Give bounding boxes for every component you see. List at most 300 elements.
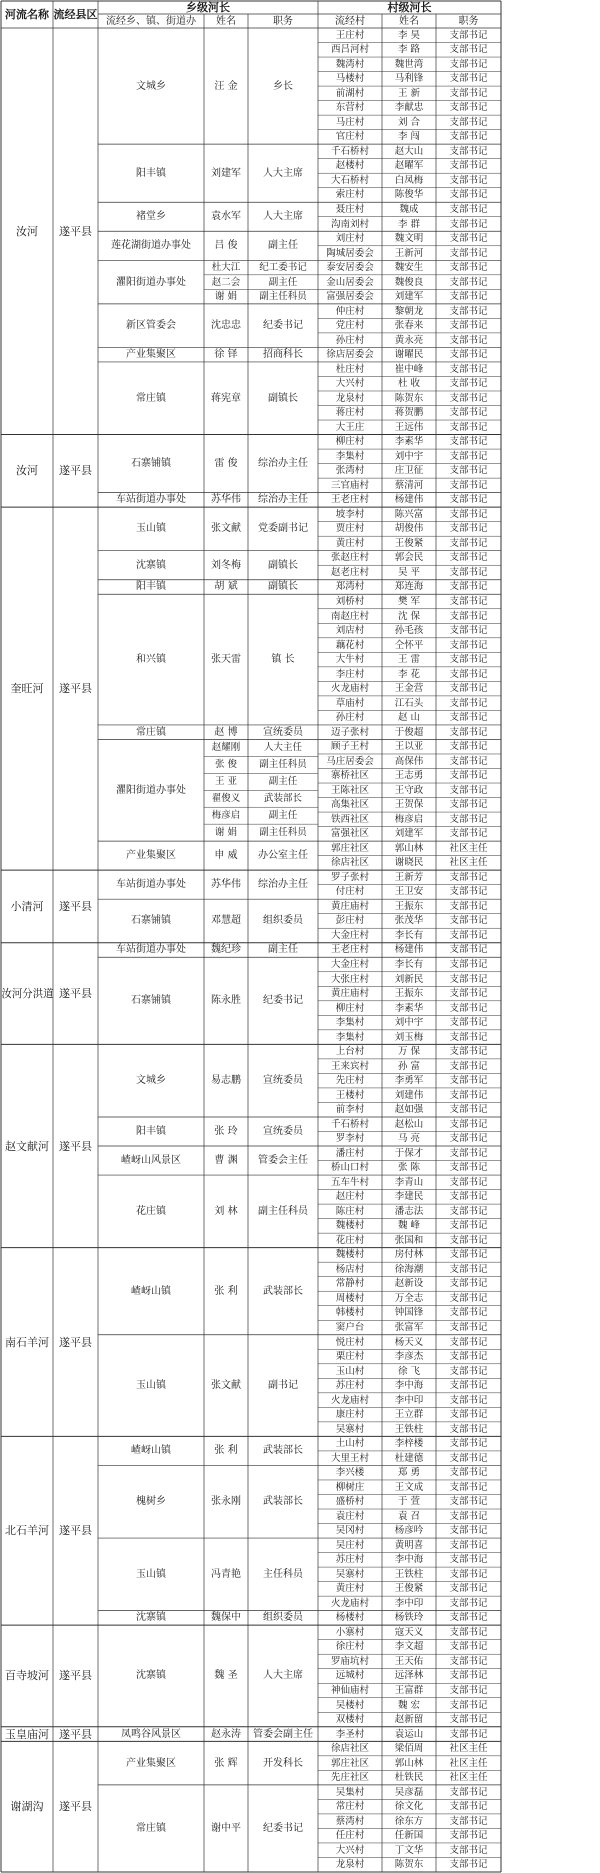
village-chief-name: 孙毛孩 xyxy=(394,625,424,637)
village-name: 双楼村 xyxy=(335,1714,365,1726)
village-chief-name: 马利锋 xyxy=(394,73,424,85)
village-chief-name: 徐文化 xyxy=(394,1801,424,1813)
village-chief-position: 支部书记 xyxy=(449,1176,488,1188)
village-name: 火龙庙村 xyxy=(330,683,369,695)
township-chief-name: 蒋宪章 xyxy=(211,392,241,404)
township-chief-position: 管委会副主任 xyxy=(253,1728,313,1740)
village-chief-position: 支部书记 xyxy=(449,654,488,666)
township-unit: 产业集聚区 xyxy=(126,1757,176,1769)
village-name: 张湾村 xyxy=(335,465,365,477)
township-chief-position: 管委会主任 xyxy=(258,1155,308,1167)
village-name: 刘庄村 xyxy=(335,233,365,245)
village-name: 彭庄村 xyxy=(335,915,365,927)
village-chief-position: 支部书记 xyxy=(449,1278,488,1290)
township-chief-position: 纪委书记 xyxy=(263,1822,303,1834)
township-chief-position: 人大主席 xyxy=(263,167,303,179)
township-chief-position: 武装部长 xyxy=(263,1285,303,1297)
village-name: 刘店村 xyxy=(335,625,365,637)
township-chief-position: 纪工委书记 xyxy=(259,262,307,274)
village-chief-name: 万全志 xyxy=(394,1292,424,1304)
village-chief-position: 支部书记 xyxy=(449,450,488,462)
village-chief-name: 魏世湾 xyxy=(394,58,424,70)
township-unit: 新区管委会 xyxy=(126,320,176,332)
village-name: 盛桥村 xyxy=(335,1496,365,1508)
village-chief-position: 支部书记 xyxy=(449,1104,488,1116)
village-chief-position: 社区主任 xyxy=(449,1743,488,1755)
township-unit: 玉山镇 xyxy=(136,523,166,535)
village-name: 寨桥社区 xyxy=(330,770,369,782)
village-chief-name: 王 雷 xyxy=(397,654,421,666)
village-chief-name: 李中海 xyxy=(394,1554,424,1566)
village-chief-position: 支部书记 xyxy=(449,1655,488,1667)
village-chief-name: 马 亮 xyxy=(397,1133,421,1145)
village-name: 南赵庄村 xyxy=(330,610,369,622)
village-name: 吴楼村 xyxy=(335,1699,365,1711)
village-chief-position: 支部书记 xyxy=(449,1017,488,1029)
village-chief-position: 支部书记 xyxy=(449,1699,488,1711)
village-chief-position: 支部书记 xyxy=(449,915,488,927)
village-name: 孙庄村 xyxy=(335,712,365,724)
village-name: 仲庄村 xyxy=(335,305,365,317)
village-chief-name: 魏安生 xyxy=(394,262,424,274)
village-name: 柳庄村 xyxy=(335,436,365,448)
village-chief-position: 支部书记 xyxy=(449,1728,488,1740)
village-name: 小寨村 xyxy=(335,1626,365,1638)
township-chief-position: 办公室主任 xyxy=(258,850,308,862)
village-chief-name: 王守政 xyxy=(394,784,424,796)
township-chief-name: 张天雷 xyxy=(211,654,241,666)
village-chief-position: 支部书记 xyxy=(449,1844,488,1856)
village-chief-position: 支部书记 xyxy=(449,1438,488,1450)
township-chief-name: 陈永胜 xyxy=(211,995,241,1007)
village-chief-position: 支部书记 xyxy=(449,160,488,172)
village-name: 赵楼村 xyxy=(335,160,365,172)
village-chief-position: 支部书记 xyxy=(449,189,488,201)
village-chief-position: 支部书记 xyxy=(449,799,488,811)
village-chief-position: 支部书记 xyxy=(449,1481,488,1493)
township-unit: 石寨铺镇 xyxy=(131,995,171,1007)
village-name: 陶城居委会 xyxy=(326,247,374,259)
village-chief-name: 蔡清河 xyxy=(394,479,424,491)
village-chief-name: 张春来 xyxy=(394,320,424,332)
village-chief-position: 支部书记 xyxy=(449,944,488,956)
township-chief-position: 开发科长 xyxy=(263,1757,303,1769)
county-name: 遂平县 xyxy=(59,987,92,1001)
header-village: 流经村 xyxy=(335,15,365,27)
village-name: 大金庄村 xyxy=(330,929,369,941)
township-unit: 嵖岈山风景区 xyxy=(121,1155,181,1167)
village-chief-name: 王卫安 xyxy=(394,886,424,898)
township-chief-name: 曹 渊 xyxy=(214,1155,238,1167)
township-unit: 褚堂乡 xyxy=(136,211,166,223)
village-name: 王老庄村 xyxy=(330,494,369,506)
village-chief-position: 支部书记 xyxy=(449,1249,488,1261)
village-chief-position: 支部书记 xyxy=(449,436,488,448)
village-chief-name: 赵大山 xyxy=(394,145,424,157)
village-chief-position: 支部书记 xyxy=(449,1307,488,1319)
village-chief-name: 郭山林 xyxy=(394,842,424,854)
township-chief-position: 组织委员 xyxy=(263,915,303,927)
township-chief-name: 沈忠忠 xyxy=(211,320,241,332)
village-chief-name: 王远伟 xyxy=(394,421,424,433)
township-chief-name: 张永刚 xyxy=(211,1496,241,1508)
township-unit: 和兴镇 xyxy=(136,654,166,666)
village-name: 火龙庙村 xyxy=(330,1597,369,1609)
village-name: 常庄村 xyxy=(335,1801,365,1813)
village-chief-position: 支部书记 xyxy=(449,566,488,578)
village-name: 前李村 xyxy=(335,1104,365,1116)
village-chief-position: 支部书记 xyxy=(449,291,488,303)
village-name: 郑湾村 xyxy=(335,581,365,593)
village-chief-position: 支部书记 xyxy=(449,1205,488,1217)
header-village-name: 姓名 xyxy=(399,15,419,27)
village-name: 富强社区 xyxy=(330,828,369,840)
river-name: 北石羊河 xyxy=(5,1524,49,1538)
village-chief-name: 李 路 xyxy=(397,44,421,56)
village-chief-name: 徐 飞 xyxy=(397,1365,421,1377)
village-chief-position: 支部书记 xyxy=(449,1467,488,1479)
village-name: 陈庄村 xyxy=(335,1205,365,1217)
village-chief-position: 支部书记 xyxy=(449,1292,488,1304)
village-chief-name: 刘中宇 xyxy=(394,450,424,462)
village-name: 草庙村 xyxy=(335,697,365,709)
village-name: 周楼村 xyxy=(335,1292,365,1304)
county-name: 遂平县 xyxy=(59,1524,92,1538)
village-chief-name: 李长有 xyxy=(394,929,424,941)
township-chief-position: 主任科员 xyxy=(263,1568,303,1580)
village-chief-position: 支部书记 xyxy=(449,1714,488,1726)
village-name: 龙泉村 xyxy=(335,392,365,404)
township-unit: 凤鸣谷风景区 xyxy=(121,1728,181,1740)
township-chief-position: 党委副书记 xyxy=(258,523,308,535)
village-chief-name: 杜铁民 xyxy=(394,1772,424,1784)
village-chief-position: 支部书记 xyxy=(449,639,488,651)
village-name: 杨店村 xyxy=(335,1263,365,1275)
village-name: 王来宾村 xyxy=(330,1060,369,1072)
village-chief-position: 支部书记 xyxy=(449,1133,488,1145)
village-name: 吴庄村 xyxy=(335,1539,365,1551)
village-name: 黄庄村 xyxy=(335,1583,365,1595)
village-name: 李兴楼 xyxy=(335,1467,365,1479)
township-chief-position: 人大主席 xyxy=(263,211,303,223)
village-chief-position: 支部书记 xyxy=(449,712,488,724)
village-chief-position: 支部书记 xyxy=(449,1263,488,1275)
village-chief-position: 支部书记 xyxy=(449,726,488,738)
village-name: 千石桥村 xyxy=(330,1118,369,1130)
village-name: 杜庄村 xyxy=(335,363,365,375)
village-name: 迈子张村 xyxy=(330,726,369,738)
county-name: 遂平县 xyxy=(59,224,92,238)
village-chief-position: 支部书记 xyxy=(449,625,488,637)
village-chief-position: 支部书记 xyxy=(449,1801,488,1813)
village-chief-name: 郑连海 xyxy=(394,581,424,593)
village-chief-position: 支部书记 xyxy=(449,1046,488,1058)
township-chief-position: 人大主任 xyxy=(263,742,302,754)
township-chief-position: 副主任 xyxy=(268,944,298,956)
village-chief-name: 王以亚 xyxy=(394,741,424,753)
township-unit: 常庄镇 xyxy=(136,392,166,404)
township-chief-position: 镇 长 xyxy=(271,654,295,666)
county-name: 遂平县 xyxy=(59,464,92,478)
village-chief-position: 支部书记 xyxy=(449,596,488,608)
county-name: 遂平县 xyxy=(59,1800,92,1814)
river-name: 汝河 xyxy=(16,464,38,478)
township-chief-position: 副镇长 xyxy=(268,559,298,571)
village-chief-position: 支部书记 xyxy=(449,668,488,680)
village-name: 黄庄庙村 xyxy=(330,900,369,912)
village-chief-position: 支部书记 xyxy=(449,233,488,245)
township-chief-position: 宣统委员 xyxy=(263,1125,303,1137)
township-chief-name: 翟俊义 xyxy=(211,793,241,805)
village-chief-position: 支部书记 xyxy=(449,247,488,259)
village-chief-position: 支部书记 xyxy=(449,1031,488,1043)
township-unit: 车站街道办事处 xyxy=(116,879,186,891)
village-name: 李圣村 xyxy=(335,1728,365,1740)
township-chief-position: 综治办主任 xyxy=(258,494,308,506)
village-name: 罗李村 xyxy=(335,1133,365,1145)
township-chief-name: 赵耀刚 xyxy=(211,742,241,754)
village-chief-name: 李勇军 xyxy=(394,1075,424,1087)
village-chief-name: 孙 富 xyxy=(397,1060,421,1072)
county-name: 遂平县 xyxy=(59,682,92,696)
village-name: 康庄村 xyxy=(335,1409,365,1421)
village-chief-name: 李梓楼 xyxy=(394,1438,424,1450)
village-chief-position: 支部书记 xyxy=(449,378,488,390)
township-chief-name: 易志鹏 xyxy=(211,1075,241,1087)
village-name: 李庄村 xyxy=(335,668,365,680)
village-chief-name: 于保才 xyxy=(394,1147,424,1159)
village-chief-position: 支部书记 xyxy=(449,44,488,56)
village-chief-position: 支部书记 xyxy=(449,683,488,695)
township-chief-position: 副主任 xyxy=(268,776,298,788)
village-chief-name: 梅彦启 xyxy=(394,813,424,825)
village-chief-position: 支部书记 xyxy=(449,900,488,912)
village-chief-name: 李素华 xyxy=(394,1002,424,1014)
village-chief-position: 支部书记 xyxy=(449,610,488,622)
village-chief-position: 支部书记 xyxy=(449,1147,488,1159)
township-chief-position: 组织委员 xyxy=(263,1612,303,1624)
village-chief-position: 支部书记 xyxy=(449,465,488,477)
township-chief-name: 赵二会 xyxy=(211,276,241,288)
village-chief-name: 仝怀平 xyxy=(394,639,424,651)
village-name: 王陈社区 xyxy=(330,784,369,796)
village-name: 马楼村 xyxy=(335,73,365,85)
village-chief-name: 丁文华 xyxy=(394,1844,424,1856)
village-chief-position: 支部书记 xyxy=(449,1365,488,1377)
township-unit: 玉山镇 xyxy=(136,1380,166,1392)
village-chief-name: 李 花 xyxy=(397,668,421,680)
village-chief-name: 李 昊 xyxy=(397,29,421,41)
village-name: 金山居委会 xyxy=(326,276,374,288)
village-name: 李集村 xyxy=(335,1017,365,1029)
river-name: 赵文献河 xyxy=(5,1139,49,1153)
village-chief-name: 黄永亮 xyxy=(394,334,424,346)
village-name: 魏楼村 xyxy=(335,1249,365,1261)
village-chief-name: 白凤梅 xyxy=(394,174,424,186)
village-name: 西吕河村 xyxy=(330,44,369,56)
village-chief-name: 远泽林 xyxy=(394,1670,424,1682)
village-chief-name: 张茂华 xyxy=(394,915,424,927)
village-chief-position: 支部书记 xyxy=(449,581,488,593)
township-chief-position: 综治办主任 xyxy=(258,458,308,470)
village-chief-name: 王贺保 xyxy=(394,799,424,811)
township-unit: 阳丰镇 xyxy=(136,1125,166,1137)
township-chief-name: 汪 金 xyxy=(214,80,238,92)
header-village-position: 职务 xyxy=(458,15,479,27)
village-chief-position: 支部书记 xyxy=(449,494,488,506)
village-name: 吴寨村 xyxy=(335,1568,365,1580)
village-chief-name: 赵 山 xyxy=(397,712,421,724)
village-name: 王楼村 xyxy=(335,1089,365,1101)
village-chief-position: 支部书记 xyxy=(449,1351,488,1363)
township-chief-name: 冯青艳 xyxy=(211,1568,241,1580)
village-chief-name: 刘新民 xyxy=(394,973,424,985)
township-chief-name: 苏华伟 xyxy=(211,879,241,891)
township-unit: 沈寨镇 xyxy=(136,559,166,571)
village-name: 聂庄村 xyxy=(335,203,365,215)
village-chief-name: 吴 平 xyxy=(397,566,421,578)
village-chief-position: 支部书记 xyxy=(449,697,488,709)
village-name: 蒋庄村 xyxy=(335,407,365,419)
village-chief-position: 支部书记 xyxy=(449,276,488,288)
township-chief-position: 乡长 xyxy=(273,80,293,92)
village-chief-position: 支部书记 xyxy=(449,1684,488,1696)
village-chief-name: 崔中峰 xyxy=(394,363,424,375)
village-chief-name: 庄卫征 xyxy=(394,465,424,477)
village-name: 吴寨村 xyxy=(335,1423,365,1435)
village-chief-position: 支部书记 xyxy=(449,784,488,796)
village-chief-name: 李文超 xyxy=(394,1641,424,1653)
township-unit: 灈阳街道办事处 xyxy=(116,784,186,796)
header-township-name: 姓名 xyxy=(216,15,236,27)
village-name: 魏湾村 xyxy=(335,58,365,70)
village-chief-name: 李 群 xyxy=(397,218,421,230)
header-township-position: 职务 xyxy=(273,15,293,27)
village-name: 三官庙村 xyxy=(330,479,369,491)
village-chief-position: 支部书记 xyxy=(449,1568,488,1580)
village-name: 先庄村 xyxy=(335,1075,365,1087)
village-name: 苏庄村 xyxy=(335,1380,365,1392)
township-chief-position: 宣统委员 xyxy=(263,1075,303,1087)
township-unit: 沈寨镇 xyxy=(136,1612,166,1624)
village-chief-name: 魏成 xyxy=(399,203,419,215)
village-chief-name: 王 新 xyxy=(397,87,421,99)
village-name: 徐庄村 xyxy=(335,1641,365,1653)
village-chief-position: 支部书记 xyxy=(449,334,488,346)
village-name: 苏庄村 xyxy=(335,1554,365,1566)
township-chief-name: 谢 娟 xyxy=(214,827,238,839)
village-chief-name: 杜 收 xyxy=(397,378,421,390)
village-name: 李集村 xyxy=(335,1031,365,1043)
township-chief-name: 梅彦启 xyxy=(211,810,241,822)
village-chief-position: 支部书记 xyxy=(449,1336,488,1348)
village-chief-name: 李建民 xyxy=(394,1191,424,1203)
header-township-chief: 乡级河长 xyxy=(186,1,230,14)
village-chief-name: 杨建伟 xyxy=(394,494,424,506)
village-name: 郭庄社区 xyxy=(330,842,369,854)
village-name: 常静村 xyxy=(335,1278,365,1290)
village-chief-position: 支部书记 xyxy=(449,813,488,825)
township-chief-name: 刘 林 xyxy=(214,1205,238,1217)
village-chief-position: 支部书记 xyxy=(449,102,488,114)
village-chief-position: 支部书记 xyxy=(449,174,488,186)
village-chief-position: 支部书记 xyxy=(449,218,488,230)
village-chief-name: 杨彦吟 xyxy=(394,1525,424,1537)
township-chief-position: 纪委书记 xyxy=(263,320,303,332)
village-name: 柳庄村 xyxy=(335,1002,365,1014)
township-unit: 文城乡 xyxy=(136,1075,166,1087)
village-name: 徐店社区 xyxy=(330,857,369,869)
village-chief-name: 刘建军 xyxy=(394,291,424,303)
village-chief-position: 支部书记 xyxy=(449,1002,488,1014)
village-name: 先庄社区 xyxy=(330,1772,369,1784)
river-name: 小清河 xyxy=(10,899,44,913)
village-name: 韩楼村 xyxy=(335,1307,365,1319)
village-name: 张赵庄村 xyxy=(330,552,369,564)
village-chief-position: 支部书记 xyxy=(449,421,488,433)
village-chief-position: 支部书记 xyxy=(449,116,488,128)
village-name: 赵老庄村 xyxy=(330,566,369,578)
village-chief-position: 社区主任 xyxy=(449,1772,488,1784)
township-unit: 常庄镇 xyxy=(136,1822,166,1834)
village-chief-name: 王俊紧 xyxy=(394,537,424,549)
village-chief-name: 杨建伟 xyxy=(394,944,424,956)
village-chief-position: 支部书记 xyxy=(449,523,488,535)
village-chief-name: 袁 召 xyxy=(397,1510,421,1522)
township-unit: 阳丰镇 xyxy=(136,581,166,593)
village-chief-name: 王天佑 xyxy=(394,1655,424,1667)
township-chief-position: 武装部长 xyxy=(263,1445,303,1457)
village-chief-position: 支部书记 xyxy=(449,392,488,404)
village-chief-name: 刘建伟 xyxy=(394,1089,424,1101)
village-name: 贾庄村 xyxy=(335,523,365,535)
township-chief-position: 副镇长 xyxy=(268,392,298,404)
township-unit: 文城乡 xyxy=(136,80,166,92)
village-name: 远城村 xyxy=(335,1670,365,1682)
township-unit: 嵖岈山镇 xyxy=(131,1285,171,1297)
village-name: 窦户台 xyxy=(335,1322,365,1333)
village-chief-name: 赵如强 xyxy=(394,1104,424,1116)
township-unit: 产业集聚区 xyxy=(126,349,176,361)
village-chief-name: 魏文明 xyxy=(394,233,424,245)
village-chief-name: 黄明喜 xyxy=(394,1539,424,1551)
township-chief-name: 谢中平 xyxy=(211,1822,241,1834)
village-chief-name: 郑 勇 xyxy=(397,1467,421,1479)
township-chief-name: 张文献 xyxy=(211,523,241,535)
village-name: 大里王村 xyxy=(330,1452,369,1464)
village-chief-position: 支部书记 xyxy=(449,871,488,883)
township-chief-position: 人大主席 xyxy=(263,1670,303,1682)
village-name: 李集村 xyxy=(335,450,365,462)
township-chief-name: 吕 俊 xyxy=(214,240,238,252)
township-chief-name: 刘冬梅 xyxy=(211,559,241,571)
village-chief-name: 万 保 xyxy=(397,1046,421,1058)
township-chief-name: 魏纪珍 xyxy=(211,944,241,956)
township-chief-position: 招商科长 xyxy=(263,349,303,361)
township-unit: 产业集聚区 xyxy=(126,850,176,862)
village-name: 富强居委会 xyxy=(326,291,374,303)
village-name: 大石桥村 xyxy=(330,174,369,186)
village-chief-name: 杜建德 xyxy=(394,1452,424,1464)
village-chief-name: 王俊紧 xyxy=(394,1583,424,1595)
township-chief-position: 副主任科员 xyxy=(259,291,307,303)
village-name: 徐店居委会 xyxy=(326,349,374,361)
village-chief-name: 杨天义 xyxy=(394,1336,424,1348)
village-name: 前湖村 xyxy=(335,87,365,99)
village-name: 神仙庙村 xyxy=(330,1684,369,1696)
village-chief-position: 社区主任 xyxy=(449,842,488,854)
village-chief-name: 钟国锋 xyxy=(394,1307,424,1319)
